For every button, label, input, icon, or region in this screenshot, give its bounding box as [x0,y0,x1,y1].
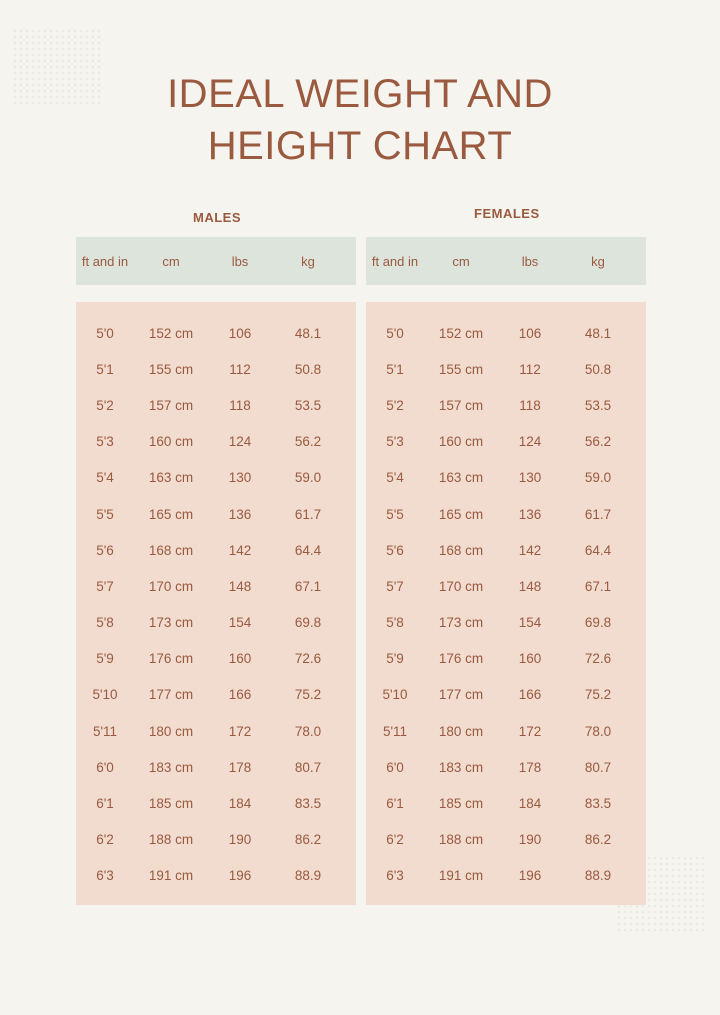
cell-kg: 56.2 [294,434,322,450]
table-row [366,785,646,821]
cell-ft-in: 5'1 [386,361,404,377]
table-row [76,749,356,785]
cell-lbs: 154 [228,615,252,631]
cell-ft-in: 5'6 [96,542,114,558]
title-line-2: HEIGHT CHART [207,124,513,168]
table-row [366,351,646,387]
cell-ft-in: 5'2 [386,397,404,413]
cell-cm: 173 cm [148,615,194,631]
header-ft-in: ft and in [371,253,419,269]
cell-ft-in: 5'3 [96,434,114,450]
table-row [366,424,646,460]
cell-ft-in: 5'9 [96,651,114,667]
cell-cm: 157 cm [438,397,484,413]
cell-kg: 80.7 [584,759,612,775]
cell-kg: 75.2 [584,687,612,703]
cell-cm: 183 cm [148,759,194,775]
cell-lbs: 166 [228,687,252,703]
table-row [76,568,356,604]
cell-lbs: 124 [518,434,542,450]
cell-ft-in: 5'2 [96,397,114,413]
cell-kg: 80.7 [294,759,322,775]
cell-cm: 185 cm [438,796,484,812]
cell-kg: 83.5 [584,796,612,812]
header-kg: kg [301,253,315,269]
cell-ft-in: 6'0 [386,759,404,775]
cell-kg: 72.6 [584,651,612,667]
cell-kg: 88.9 [584,868,612,884]
cell-lbs: 196 [518,868,542,884]
cell-kg: 72.6 [294,651,322,667]
females-table-body [366,302,646,905]
cell-cm: 191 cm [438,868,484,884]
table-row [366,641,646,677]
cell-lbs: 148 [518,578,542,594]
cell-ft-in: 6'2 [386,832,404,848]
cell-ft-in: 5'6 [386,542,404,558]
cell-cm: 155 cm [148,361,194,377]
cell-ft-in: 5'5 [96,506,114,522]
table-row [76,822,356,858]
cell-kg: 67.1 [584,578,612,594]
header-ft-in: ft and in [81,253,129,269]
cell-cm: 188 cm [438,832,484,848]
table-row [366,677,646,713]
header-cm: cm [452,253,470,269]
cell-ft-in: 5'7 [386,578,404,594]
cell-lbs: 178 [518,759,542,775]
table-row [76,424,356,460]
cell-cm: 160 cm [438,434,484,450]
cell-kg: 88.9 [294,868,322,884]
cell-cm: 163 cm [438,470,484,486]
females-label: FEMALES [474,206,540,221]
cell-cm: 160 cm [148,434,194,450]
cell-lbs: 118 [519,397,541,413]
cell-lbs: 112 [519,361,541,377]
cell-lbs: 190 [228,832,252,848]
cell-ft-in: 6'0 [96,759,114,775]
cell-kg: 59.0 [584,470,612,486]
cell-cm: 177 cm [148,687,194,703]
cell-lbs: 154 [518,615,542,631]
cell-lbs: 124 [228,434,252,450]
header-lbs: lbs [521,253,539,269]
cell-lbs: 148 [228,578,252,594]
table-row [366,532,646,568]
header-cm: cm [162,253,180,269]
cell-cm: 176 cm [148,651,194,667]
cell-cm: 177 cm [438,687,484,703]
cell-ft-in: 5'7 [96,578,114,594]
cell-ft-in: 5'11 [92,723,118,739]
cell-cm: 170 cm [148,578,194,594]
cell-ft-in: 5'10 [92,687,118,703]
cell-cm: 173 cm [438,615,484,631]
females-table-header [366,237,646,285]
cell-cm: 188 cm [148,832,194,848]
page-title [0,68,720,172]
cell-ft-in: 5'0 [96,325,114,341]
cell-lbs: 118 [229,397,251,413]
table-row [366,749,646,785]
cell-ft-in: 6'3 [386,868,404,884]
cell-kg: 50.8 [294,361,322,377]
cell-lbs: 106 [228,325,252,341]
table-row [76,858,356,894]
cell-ft-in: 6'3 [96,868,114,884]
cell-kg: 86.2 [294,832,322,848]
cell-cm: 165 cm [148,506,194,522]
table-row [366,387,646,423]
cell-ft-in: 5'4 [386,470,404,486]
cell-kg: 59.0 [294,470,322,486]
table-row [366,460,646,496]
cell-kg: 69.8 [584,615,612,631]
cell-ft-in: 5'4 [96,470,114,486]
cell-ft-in: 5'11 [382,723,408,739]
males-table-header [76,237,356,285]
cell-ft-in: 6'1 [386,796,404,812]
cell-cm: 168 cm [148,542,194,558]
cell-lbs: 136 [228,506,252,522]
cell-kg: 48.1 [584,325,612,341]
cell-lbs: 190 [518,832,542,848]
table-row [76,641,356,677]
cell-lbs: 184 [228,796,252,812]
cell-kg: 75.2 [294,687,322,703]
cell-lbs: 172 [518,723,542,739]
cell-kg: 53.5 [584,397,612,413]
table-row [76,785,356,821]
cell-kg: 64.4 [294,542,322,558]
table-row [366,822,646,858]
cell-ft-in: 6'1 [96,796,114,812]
header-kg: kg [591,253,605,269]
table-row [366,315,646,351]
cell-lbs: 130 [518,470,542,486]
cell-cm: 152 cm [148,325,194,341]
cell-kg: 56.2 [584,434,612,450]
cell-ft-in: 5'8 [386,615,404,631]
table-row [76,605,356,641]
cell-lbs: 142 [228,542,252,558]
cell-kg: 48.1 [294,325,322,341]
cell-cm: 163 cm [148,470,194,486]
cell-ft-in: 5'3 [386,434,404,450]
females-table [366,237,646,905]
table-row [366,858,646,894]
cell-kg: 67.1 [294,578,322,594]
table-row [366,568,646,604]
table-row [366,605,646,641]
cell-lbs: 196 [228,868,252,884]
cell-kg: 61.7 [294,506,322,522]
table-row [76,677,356,713]
males-label: MALES [193,210,241,225]
table-row [76,351,356,387]
cell-cm: 157 cm [148,397,194,413]
header-lbs: lbs [231,253,249,269]
cell-lbs: 160 [518,651,542,667]
cell-lbs: 142 [518,542,542,558]
cell-ft-in: 6'2 [96,832,114,848]
cell-kg: 50.8 [584,361,612,377]
cell-lbs: 166 [518,687,542,703]
table-row [76,532,356,568]
cell-lbs: 106 [518,325,542,341]
cell-lbs: 184 [518,796,542,812]
males-table-body [76,302,356,905]
cell-cm: 183 cm [438,759,484,775]
cell-cm: 176 cm [438,651,484,667]
cell-cm: 180 cm [148,723,194,739]
cell-lbs: 136 [518,506,542,522]
cell-ft-in: 5'10 [382,687,408,703]
cell-cm: 180 cm [438,723,484,739]
cell-ft-in: 5'8 [96,615,114,631]
table-row [76,315,356,351]
cell-kg: 64.4 [584,542,612,558]
cell-lbs: 172 [228,723,252,739]
table-row [366,496,646,532]
cell-ft-in: 5'1 [96,361,114,377]
cell-ft-in: 5'9 [386,651,404,667]
cell-kg: 53.5 [294,397,322,413]
cell-kg: 83.5 [294,796,322,812]
cell-cm: 170 cm [438,578,484,594]
cell-cm: 155 cm [438,361,484,377]
cell-kg: 78.0 [584,723,612,739]
cell-lbs: 130 [228,470,252,486]
table-row [366,713,646,749]
cell-kg: 78.0 [294,723,322,739]
cell-cm: 152 cm [438,325,484,341]
table-row [76,713,356,749]
table-row [76,496,356,532]
cell-kg: 61.7 [584,506,612,522]
cell-ft-in: 5'0 [386,325,404,341]
cell-cm: 168 cm [438,542,484,558]
cell-cm: 191 cm [148,868,194,884]
cell-ft-in: 5'5 [386,506,404,522]
cell-kg: 86.2 [584,832,612,848]
title-line-1: IDEAL WEIGHT AND [167,72,553,116]
cell-cm: 185 cm [148,796,194,812]
table-row [76,387,356,423]
cell-kg: 69.8 [294,615,322,631]
cell-lbs: 178 [228,759,252,775]
cell-lbs: 160 [228,651,252,667]
males-table [76,237,356,905]
table-row [76,460,356,496]
cell-cm: 165 cm [438,506,484,522]
cell-lbs: 112 [229,361,251,377]
